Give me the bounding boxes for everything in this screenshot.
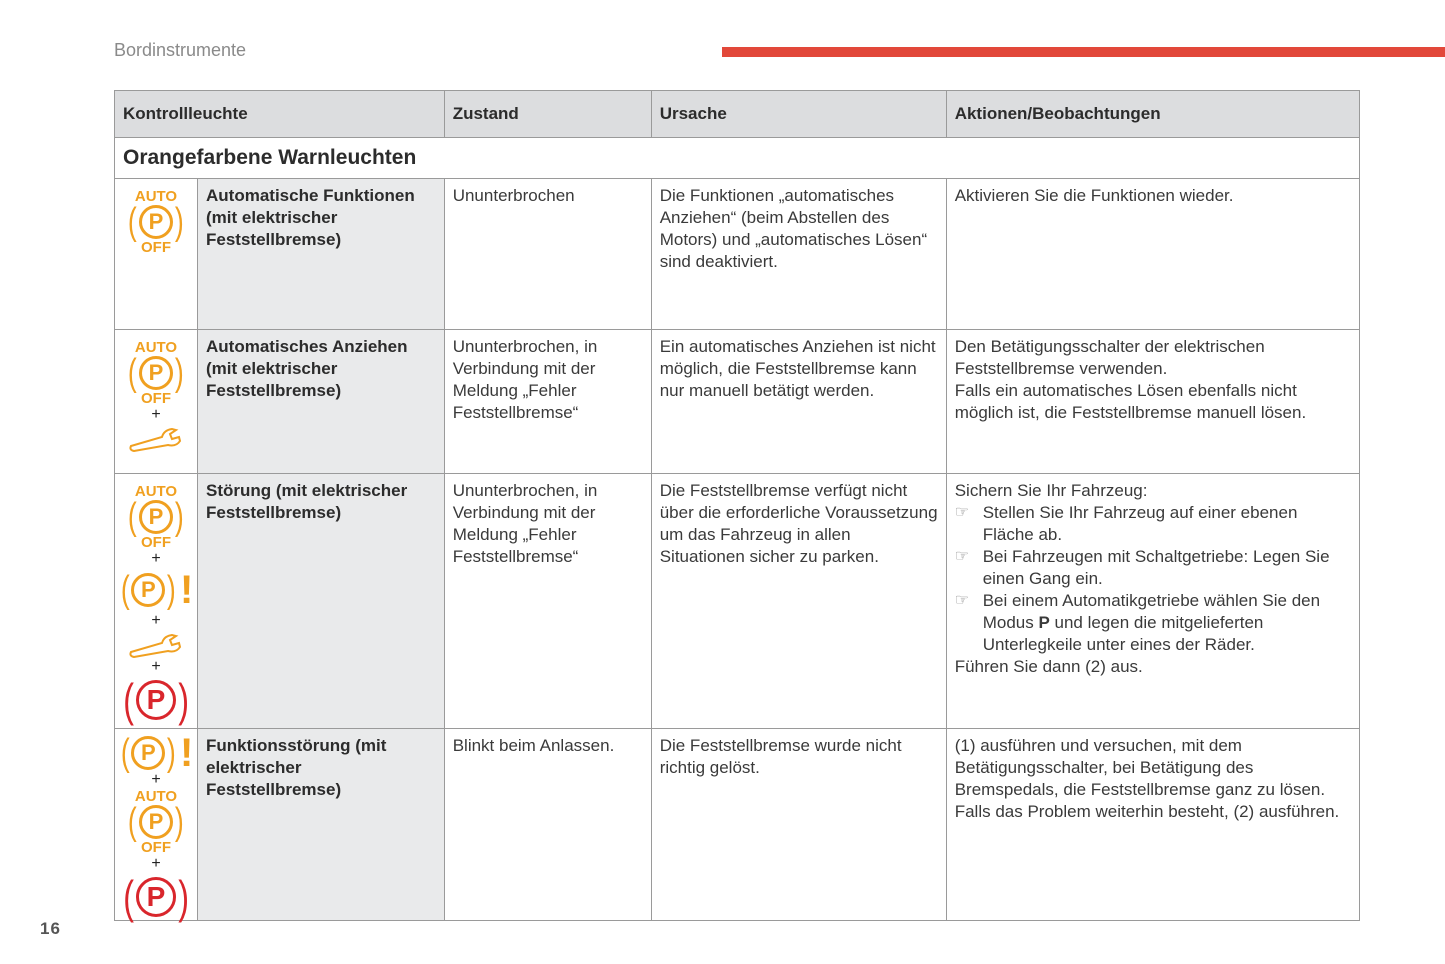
- plus-sign: +: [151, 771, 161, 788]
- parking-brake-warning-icon: ( P ) !: [120, 568, 194, 612]
- ursache: Die Feststellbremse verfügt nicht über die erforderliche Voraussetzung um das Fahrzeug in allen Situationen sicher zu parken.: [651, 474, 946, 729]
- indicator-icons: [115, 731, 197, 923]
- ursache: Die Funktionen „automatisches Anziehen“ (beim Abstellen des Motors) und „automatisches Lösen“ sind deaktiviert.: [651, 179, 946, 330]
- indicator-cell: [115, 729, 198, 921]
- plus-sign: +: [151, 550, 161, 567]
- indicator-icons: [115, 483, 197, 726]
- auto-label: AUTO: [134, 788, 178, 805]
- indicator-cell: [115, 474, 198, 729]
- col-header-ursache: Ursache: [651, 91, 946, 138]
- zustand: Ununterbrochen, in Verbindung mit der Meldung „Fehler Feststellbremse“: [444, 330, 651, 474]
- list-item: [955, 546, 1351, 590]
- col-header-aktionen: Aktionen/Beobachtungen: [946, 91, 1359, 138]
- aktion-intro: Sichern Sie Ihr Fahrzeug:: [954, 481, 1148, 500]
- auto-p-icon: ( P ): [128, 496, 184, 538]
- section-row: [115, 138, 1360, 179]
- exclaim-label: !: [179, 568, 194, 612]
- aktion-list: [955, 502, 1351, 656]
- p-label: P: [136, 877, 176, 917]
- table-row: [115, 330, 1360, 474]
- p-label: P: [139, 500, 173, 534]
- parking-brake-red-icon: ( P ): [122, 674, 190, 726]
- plus-sign: +: [151, 406, 161, 423]
- hand-pointer-icon: ☞: [954, 548, 970, 565]
- off-label: OFF: [141, 390, 171, 407]
- list-item-text: Bei einem Automatikgetriebe wählen Sie den Modus: [982, 591, 1321, 632]
- parking-brake-red-icon: ( P ): [122, 871, 190, 923]
- list-item-text: Bei Fahrzeugen mit Schaltgetriebe: Legen Sie einen Gang ein.: [982, 547, 1330, 588]
- mode-p: P: [1038, 613, 1050, 632]
- list-item-text: und legen die mitgelieferten Unterlegkeile unter eines der Räder.: [982, 613, 1264, 654]
- light-name: Automatische Funktionen (mit elektrischer Feststellbremse): [198, 179, 445, 330]
- section-heading: Orangefarbene Warnleuchten: [115, 138, 1360, 179]
- parking-brake-warning-icon: ( P ) !: [120, 731, 194, 775]
- ursache: Ein automatisches Anziehen ist nicht möglich, die Feststellbremse kann nur manuell betätigt werden.: [651, 330, 946, 474]
- list-item: [955, 590, 1351, 656]
- wrench-icon: [128, 630, 184, 658]
- p-label: P: [139, 205, 173, 239]
- p-label: P: [139, 805, 173, 839]
- light-name: Automatisches Anziehen (mit elektrischer Feststellbremse): [198, 330, 445, 474]
- plus-sign: +: [151, 658, 161, 675]
- light-name: Funktionsstörung (mit elektrischer Feststellbremse): [198, 729, 445, 921]
- aktion-outro: Führen Sie dann (2) aus.: [954, 657, 1143, 676]
- table-row: [115, 729, 1360, 921]
- p-label: P: [136, 680, 176, 720]
- zustand: Ununterbrochen: [444, 179, 651, 330]
- off-label: OFF: [141, 839, 171, 856]
- indicator-cell: [115, 330, 198, 474]
- exclaim-label: !: [179, 731, 194, 775]
- indicator-cell: [115, 179, 198, 330]
- col-header-zustand: Zustand: [444, 91, 651, 138]
- page-number: 16: [40, 919, 61, 938]
- list-item: [955, 502, 1351, 546]
- section-title: Bordinstrumente: [114, 40, 247, 60]
- zustand: Blinkt beim Anlassen.: [444, 729, 651, 921]
- aktion: [946, 330, 1359, 474]
- auto-label: AUTO: [134, 339, 178, 356]
- plus-sign: +: [151, 855, 161, 872]
- ursache: Die Feststellbremse wurde nicht richtig gelöst.: [651, 729, 946, 921]
- auto-p-off-icon: AUTO ( P ) OFF +: [115, 340, 197, 452]
- off-label: OFF: [141, 239, 171, 256]
- aktion-line: Den Betätigungsschalter der elektrischen Feststellbremse verwenden.: [954, 337, 1265, 378]
- zustand: Ununterbrochen, in Verbindung mit der Meldung „Fehler Feststellbremse“: [444, 474, 651, 729]
- warning-lights-table: [114, 90, 1360, 921]
- aktion-line: (1) ausführen und versuchen, mit dem Betätigungsschalter, bei Betätigung des Bremspedals, die Feststellbremse ganz zu lösen.: [954, 736, 1326, 799]
- aktion-line: Falls ein automatisches Lösen ebenfalls nicht möglich ist, die Feststellbremse manuell lösen.: [954, 381, 1307, 422]
- plus-sign: +: [151, 612, 161, 629]
- aktion: [946, 729, 1359, 921]
- accent-bar: [722, 47, 1445, 57]
- light-name: Störung (mit elektrischer Feststellbremse): [198, 474, 445, 729]
- wrench-icon: [128, 424, 184, 452]
- col-header-kontrollleuchte: Kontrollleuchte: [115, 91, 445, 138]
- list-item-text: Stellen Sie Ihr Fahrzeug auf einer ebenen Fläche ab.: [982, 503, 1298, 544]
- table-header: [115, 91, 1360, 138]
- aktion: Aktivieren Sie die Funktionen wieder.: [946, 179, 1359, 330]
- aktion: [946, 474, 1359, 729]
- auto-label: AUTO: [134, 483, 178, 500]
- p-label: P: [131, 573, 165, 607]
- hand-pointer-icon: ☞: [954, 592, 970, 609]
- p-label: P: [131, 736, 165, 770]
- p-label: P: [139, 356, 173, 390]
- auto-p-off-icon: AUTO ( P ) OFF: [128, 188, 184, 256]
- off-label: OFF: [141, 534, 171, 551]
- table-row: [115, 474, 1360, 729]
- table-row: [115, 179, 1360, 330]
- hand-pointer-icon: ☞: [954, 504, 970, 521]
- auto-label: AUTO: [134, 188, 178, 205]
- aktion-line: Falls das Problem weiterhin besteht, (2) ausführen.: [954, 802, 1340, 821]
- auto-p-icon: ( P ): [128, 801, 184, 843]
